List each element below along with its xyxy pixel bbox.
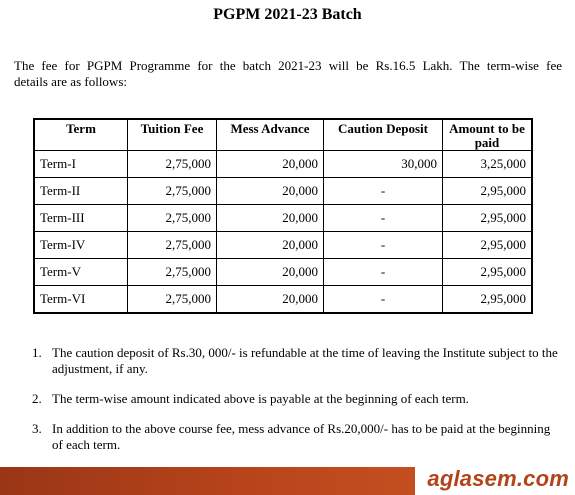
cell-tuition-fee: 2,75,000 [128, 151, 217, 178]
page-title: PGPM 2021-23 Batch [213, 6, 362, 23]
note-number: 3. [32, 421, 42, 436]
cell-caution-deposit: - [324, 178, 443, 205]
cell-term: Term-VI [34, 286, 128, 314]
footer-accent-band [0, 467, 415, 495]
cell-mess-advance: 20,000 [217, 232, 324, 259]
table-row [34, 151, 532, 178]
cell-caution-deposit: 30,000 [324, 151, 443, 178]
cell-amount-paid: 2,95,000 [443, 232, 533, 259]
cell-mess-advance: 20,000 [217, 286, 324, 314]
cell-mess-advance: 20,000 [217, 205, 324, 232]
cell-caution-deposit: - [324, 232, 443, 259]
cell-term: Term-IV [34, 232, 128, 259]
note-text: The caution deposit of Rs.30, 000/- is refundable at the time of leaving the Institute subject to the adjustment, if any. [52, 345, 558, 376]
header-mess-advance: Mess Advance [217, 119, 324, 151]
footer-bar [0, 467, 575, 495]
table-row [34, 205, 532, 232]
note-number: 2. [32, 391, 42, 406]
intro-line-1: The fee for PGPM Programme for the batch 2021-23 will be Rs.16.5 Lakh. The term-wise fee [14, 58, 562, 73]
cell-caution-deposit: - [324, 205, 443, 232]
table-row [34, 286, 532, 314]
cell-caution-deposit: - [324, 286, 443, 314]
table-row [34, 232, 532, 259]
cell-amount-paid: 2,95,000 [443, 205, 533, 232]
cell-term: Term-V [34, 259, 128, 286]
cell-term: Term-II [34, 178, 128, 205]
header-tuition-fee: Tuition Fee [128, 119, 217, 151]
table-row [34, 178, 532, 205]
cell-tuition-fee: 2,75,000 [128, 286, 217, 314]
cell-amount-paid: 3,25,000 [443, 151, 533, 178]
cell-mess-advance: 20,000 [217, 151, 324, 178]
note-number: 1. [32, 345, 42, 360]
cell-mess-advance: 20,000 [217, 178, 324, 205]
cell-tuition-fee: 2,75,000 [128, 232, 217, 259]
list-item [26, 345, 560, 377]
watermark-logo[interactable]: aglasem.com [427, 466, 569, 491]
cell-mess-advance: 20,000 [217, 259, 324, 286]
cell-amount-paid: 2,95,000 [443, 178, 533, 205]
notes-list [26, 345, 560, 453]
intro-line-2: details are as follows: [14, 74, 127, 89]
cell-amount-paid: 2,95,000 [443, 286, 533, 314]
header-term: Term [34, 119, 128, 151]
cell-tuition-fee: 2,75,000 [128, 259, 217, 286]
intro-paragraph [14, 58, 562, 90]
list-item [26, 421, 560, 453]
cell-amount-paid: 2,95,000 [443, 259, 533, 286]
cell-caution-deposit: - [324, 259, 443, 286]
table-row [34, 259, 532, 286]
header-amount-to-be-paid: Amount to be paid [443, 119, 533, 151]
cell-tuition-fee: 2,75,000 [128, 178, 217, 205]
cell-term: Term-III [34, 205, 128, 232]
fee-table-header-row [34, 119, 532, 151]
list-item [26, 391, 560, 407]
fee-table [33, 118, 533, 314]
note-text: In addition to the above course fee, mess advance of Rs.20,000/- has to be paid at the beginning of each term. [52, 421, 551, 452]
cell-tuition-fee: 2,75,000 [128, 205, 217, 232]
header-caution-deposit: Caution Deposit [324, 119, 443, 151]
note-text: The term-wise amount indicated above is payable at the beginning of each term. [52, 391, 469, 406]
cell-term: Term-I [34, 151, 128, 178]
